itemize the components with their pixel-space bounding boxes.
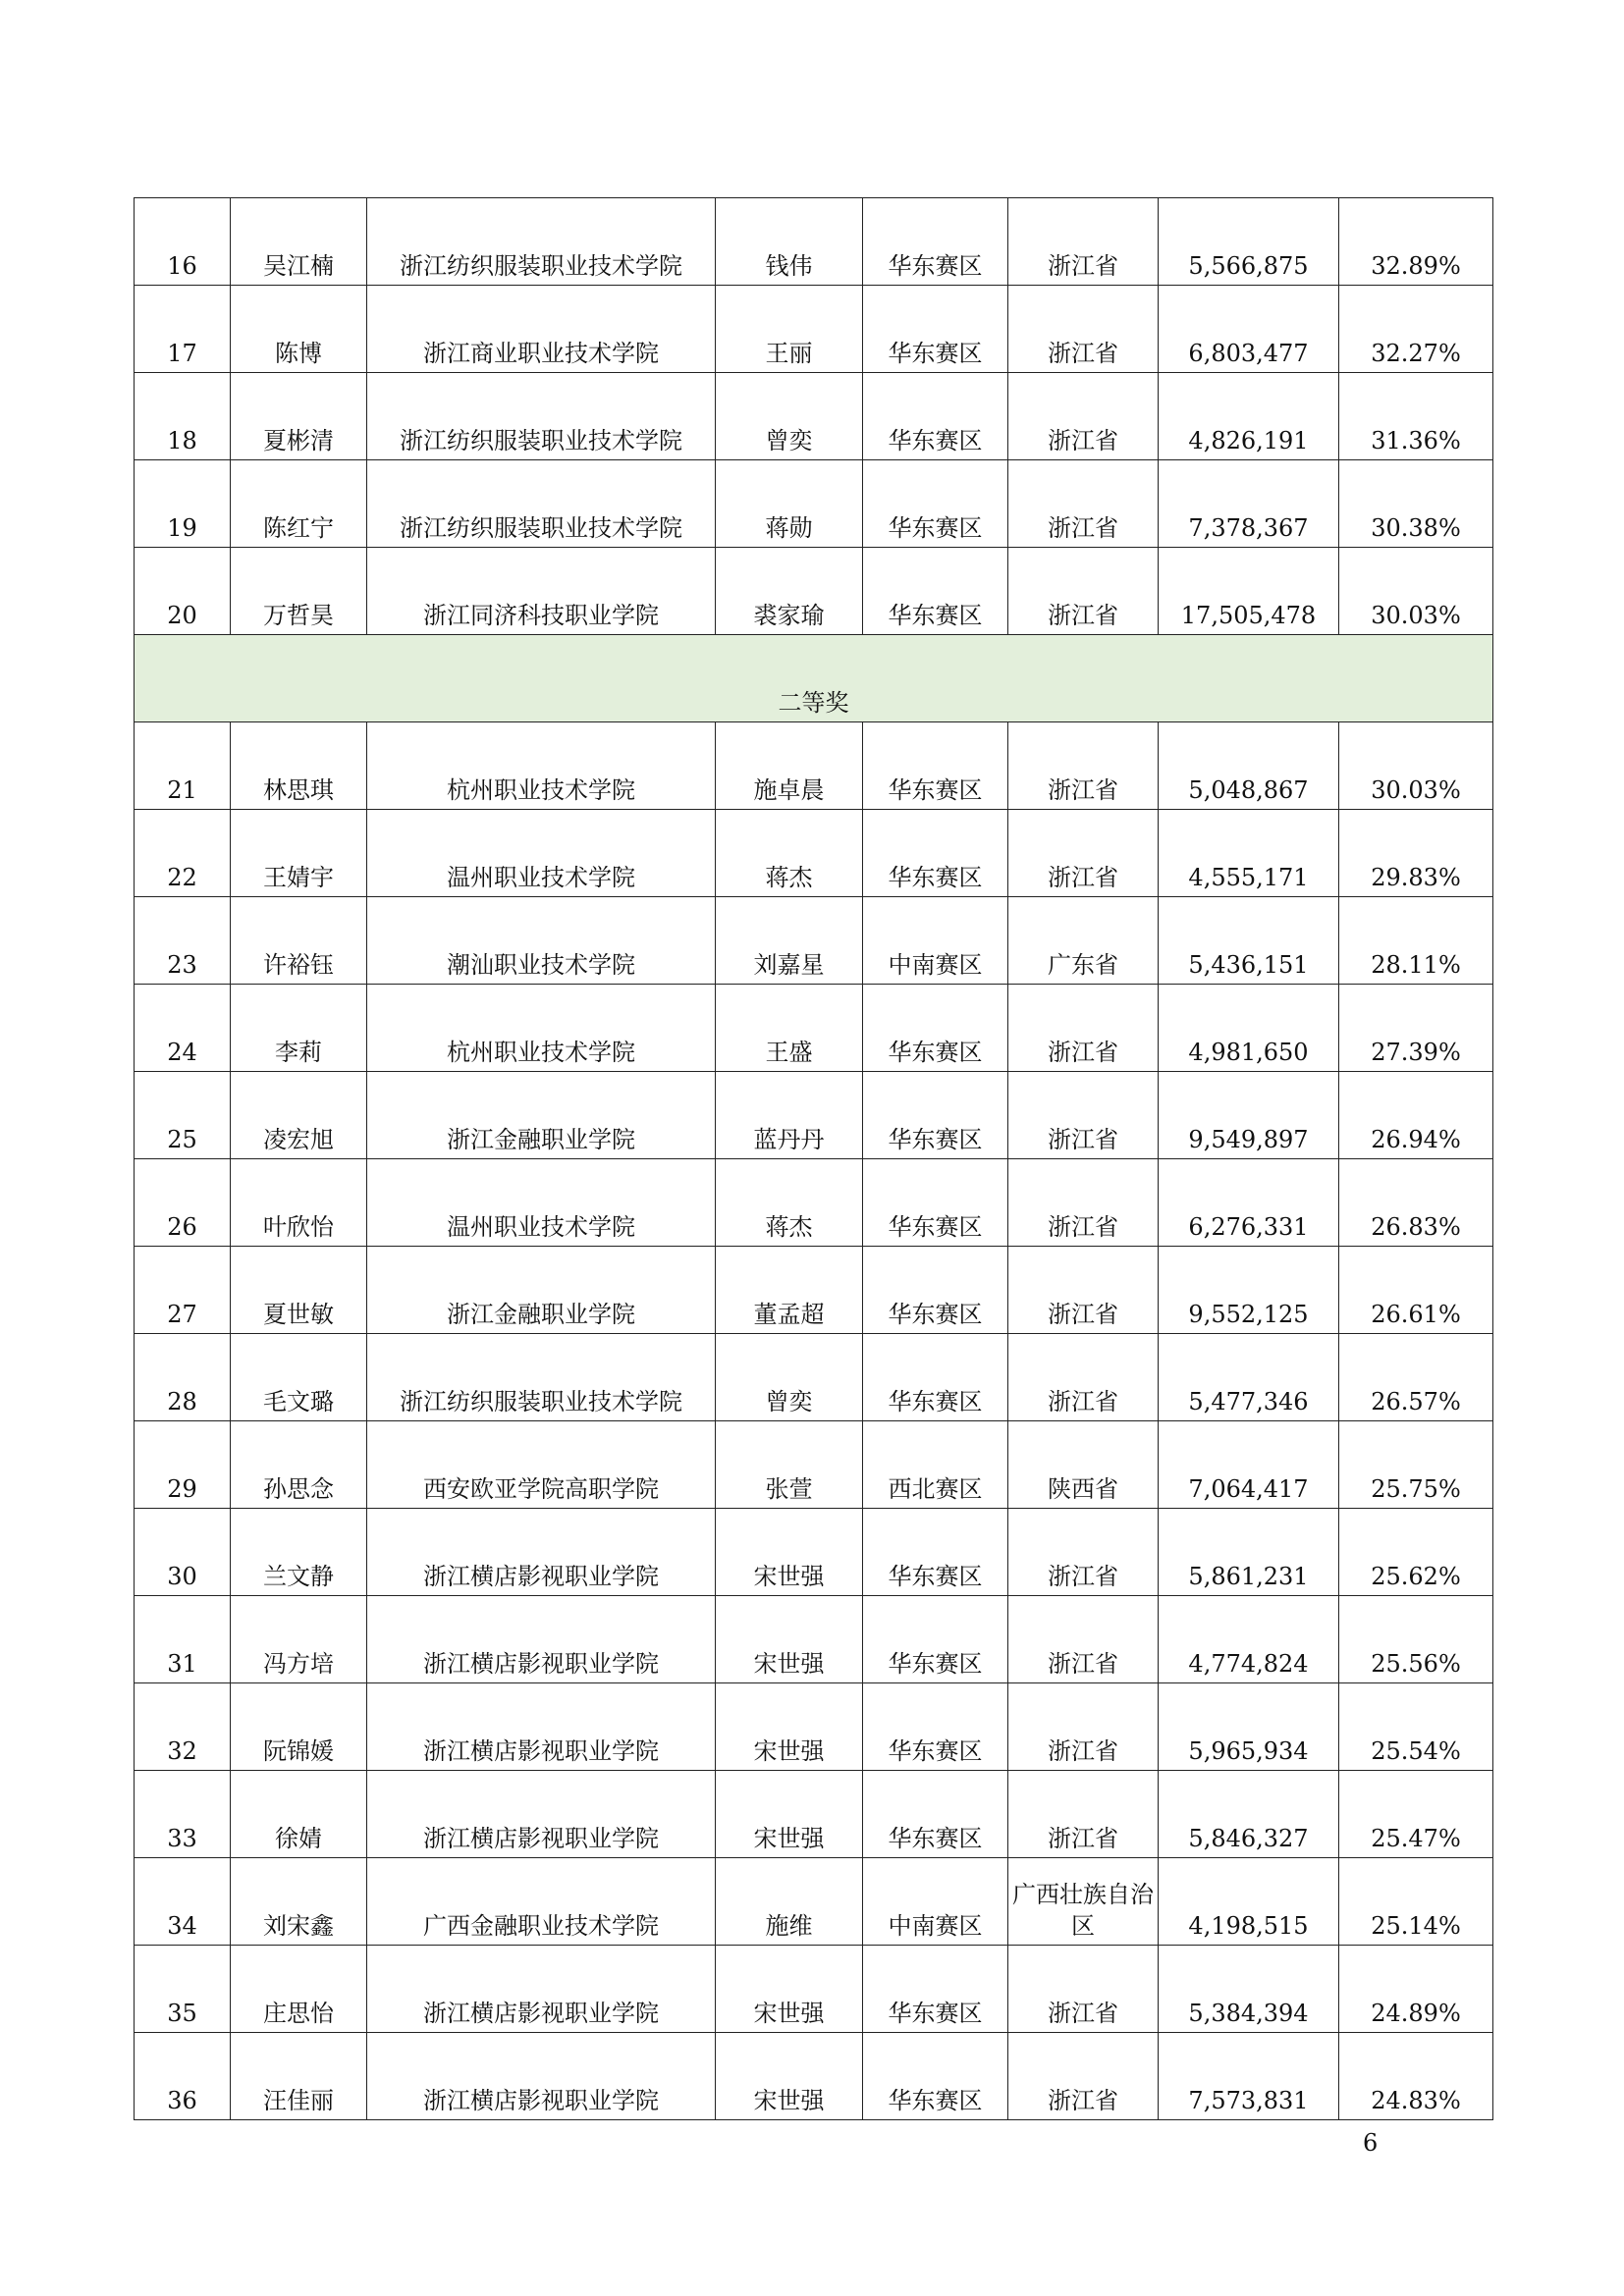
table-row [135, 1072, 1493, 1159]
cell-region: 华东赛区 [863, 810, 1008, 897]
cell-rank: 27 [135, 1247, 231, 1334]
cell-amount: 9,549,897 [1159, 1072, 1339, 1159]
table-row [135, 548, 1493, 635]
cell-rank: 35 [135, 1946, 231, 2033]
cell-rank: 20 [135, 548, 231, 635]
cell-school: 浙江横店影视职业学院 [367, 2033, 716, 2120]
cell-region: 华东赛区 [863, 548, 1008, 635]
cell-school: 浙江横店影视职业学院 [367, 1946, 716, 2033]
cell-province: 浙江省 [1008, 286, 1159, 373]
cell-region: 华东赛区 [863, 1683, 1008, 1771]
cell-teacher: 蒋勋 [716, 460, 863, 548]
cell-name: 陈博 [231, 286, 367, 373]
table-row [135, 1247, 1493, 1334]
section-header-label: 二等奖 [135, 635, 1493, 722]
cell-teacher: 蒋杰 [716, 1159, 863, 1247]
cell-teacher: 宋世强 [716, 1683, 863, 1771]
cell-school: 浙江纺织服装职业技术学院 [367, 198, 716, 286]
cell-school: 浙江横店影视职业学院 [367, 1771, 716, 1858]
cell-school: 浙江横店影视职业学院 [367, 1596, 716, 1683]
cell-rate: 25.75% [1339, 1421, 1493, 1509]
cell-province: 浙江省 [1008, 1683, 1159, 1771]
table-row [135, 198, 1493, 286]
cell-name: 阮锦媛 [231, 1683, 367, 1771]
cell-rank: 16 [135, 198, 231, 286]
cell-teacher: 王丽 [716, 286, 863, 373]
cell-rate: 27.39% [1339, 985, 1493, 1072]
cell-province: 浙江省 [1008, 548, 1159, 635]
cell-rank: 23 [135, 897, 231, 985]
cell-school: 浙江纺织服装职业技术学院 [367, 373, 716, 460]
table-row [135, 1421, 1493, 1509]
cell-amount: 6,276,331 [1159, 1159, 1339, 1247]
cell-rate: 26.61% [1339, 1247, 1493, 1334]
page-number: 6 [1363, 2129, 1379, 2157]
cell-name: 王婧宇 [231, 810, 367, 897]
table-row [135, 1509, 1493, 1596]
table-row [135, 1334, 1493, 1421]
cell-rank: 21 [135, 722, 231, 810]
cell-name: 夏世敏 [231, 1247, 367, 1334]
table-row [135, 2033, 1493, 2120]
cell-rank: 24 [135, 985, 231, 1072]
section-header-row [135, 635, 1493, 722]
cell-rate: 24.89% [1339, 1946, 1493, 2033]
cell-rate: 31.36% [1339, 373, 1493, 460]
cell-name: 吴江楠 [231, 198, 367, 286]
cell-rank: 30 [135, 1509, 231, 1596]
cell-rank: 25 [135, 1072, 231, 1159]
cell-region: 华东赛区 [863, 1072, 1008, 1159]
cell-province: 浙江省 [1008, 198, 1159, 286]
cell-province: 浙江省 [1008, 1072, 1159, 1159]
cell-amount: 6,803,477 [1159, 286, 1339, 373]
cell-name: 冯方培 [231, 1596, 367, 1683]
cell-rate: 25.47% [1339, 1771, 1493, 1858]
cell-region: 华东赛区 [863, 2033, 1008, 2120]
cell-name: 许裕钰 [231, 897, 367, 985]
cell-rate: 30.03% [1339, 548, 1493, 635]
cell-amount: 7,064,417 [1159, 1421, 1339, 1509]
cell-name: 凌宏旭 [231, 1072, 367, 1159]
cell-province: 浙江省 [1008, 985, 1159, 1072]
cell-school: 浙江横店影视职业学院 [367, 1509, 716, 1596]
cell-rate: 32.27% [1339, 286, 1493, 373]
cell-school: 潮汕职业技术学院 [367, 897, 716, 985]
cell-province: 广东省 [1008, 897, 1159, 985]
cell-school: 杭州职业技术学院 [367, 722, 716, 810]
cell-region: 华东赛区 [863, 373, 1008, 460]
cell-school: 温州职业技术学院 [367, 1159, 716, 1247]
cell-region: 西北赛区 [863, 1421, 1008, 1509]
cell-school: 浙江横店影视职业学院 [367, 1683, 716, 1771]
cell-teacher: 王盛 [716, 985, 863, 1072]
cell-school: 浙江金融职业学院 [367, 1072, 716, 1159]
cell-teacher: 宋世强 [716, 1946, 863, 2033]
cell-teacher: 宋世强 [716, 2033, 863, 2120]
cell-rate: 24.83% [1339, 2033, 1493, 2120]
cell-amount: 5,846,327 [1159, 1771, 1339, 1858]
cell-province: 浙江省 [1008, 1334, 1159, 1421]
cell-rank: 32 [135, 1683, 231, 1771]
table-row [135, 1683, 1493, 1771]
cell-rank: 19 [135, 460, 231, 548]
table-row [135, 722, 1493, 810]
cell-region: 中南赛区 [863, 1858, 1008, 1946]
cell-region: 华东赛区 [863, 1946, 1008, 2033]
cell-teacher: 蒋杰 [716, 810, 863, 897]
cell-rate: 25.14% [1339, 1858, 1493, 1946]
table-row [135, 897, 1493, 985]
cell-teacher: 刘嘉星 [716, 897, 863, 985]
table-row [135, 460, 1493, 548]
cell-rank: 18 [135, 373, 231, 460]
cell-region: 华东赛区 [863, 985, 1008, 1072]
cell-teacher: 钱伟 [716, 198, 863, 286]
cell-province: 浙江省 [1008, 1247, 1159, 1334]
cell-name: 毛文璐 [231, 1334, 367, 1421]
cell-rank: 31 [135, 1596, 231, 1683]
cell-rate: 25.54% [1339, 1683, 1493, 1771]
cell-region: 华东赛区 [863, 1596, 1008, 1683]
cell-amount: 4,555,171 [1159, 810, 1339, 897]
cell-name: 夏彬清 [231, 373, 367, 460]
cell-school: 西安欧亚学院高职学院 [367, 1421, 716, 1509]
cell-region: 华东赛区 [863, 1771, 1008, 1858]
cell-teacher: 董孟超 [716, 1247, 863, 1334]
cell-region: 华东赛区 [863, 198, 1008, 286]
cell-teacher: 宋世强 [716, 1771, 863, 1858]
cell-province: 浙江省 [1008, 460, 1159, 548]
table-row [135, 810, 1493, 897]
cell-amount: 5,861,231 [1159, 1509, 1339, 1596]
cell-teacher: 宋世强 [716, 1509, 863, 1596]
results-table [134, 197, 1493, 2120]
cell-school: 浙江纺织服装职业技术学院 [367, 460, 716, 548]
cell-region: 中南赛区 [863, 897, 1008, 985]
cell-school: 温州职业技术学院 [367, 810, 716, 897]
table-row [135, 1858, 1493, 1946]
cell-amount: 9,552,125 [1159, 1247, 1339, 1334]
cell-name: 陈红宁 [231, 460, 367, 548]
cell-name: 林思琪 [231, 722, 367, 810]
cell-rank: 36 [135, 2033, 231, 2120]
cell-name: 刘宋鑫 [231, 1858, 367, 1946]
cell-region: 华东赛区 [863, 722, 1008, 810]
cell-province: 浙江省 [1008, 722, 1159, 810]
cell-amount: 17,505,478 [1159, 548, 1339, 635]
table-row [135, 1596, 1493, 1683]
cell-amount: 5,436,151 [1159, 897, 1339, 985]
cell-rank: 34 [135, 1858, 231, 1946]
cell-rate: 25.56% [1339, 1596, 1493, 1683]
cell-school: 浙江金融职业学院 [367, 1247, 716, 1334]
cell-province: 浙江省 [1008, 2033, 1159, 2120]
cell-region: 华东赛区 [863, 286, 1008, 373]
cell-amount: 5,566,875 [1159, 198, 1339, 286]
cell-name: 兰文静 [231, 1509, 367, 1596]
cell-teacher: 曾奕 [716, 373, 863, 460]
cell-rank: 17 [135, 286, 231, 373]
cell-amount: 7,573,831 [1159, 2033, 1339, 2120]
cell-province: 广西壮族自治区 [1008, 1858, 1159, 1946]
cell-rate: 26.83% [1339, 1159, 1493, 1247]
cell-teacher: 曾奕 [716, 1334, 863, 1421]
cell-name: 叶欣怡 [231, 1159, 367, 1247]
cell-rank: 28 [135, 1334, 231, 1421]
cell-rank: 29 [135, 1421, 231, 1509]
cell-amount: 5,048,867 [1159, 722, 1339, 810]
cell-amount: 4,981,650 [1159, 985, 1339, 1072]
cell-province: 浙江省 [1008, 1159, 1159, 1247]
cell-rate: 25.62% [1339, 1509, 1493, 1596]
cell-teacher: 施卓晨 [716, 722, 863, 810]
cell-name: 庄思怡 [231, 1946, 367, 2033]
table-row [135, 985, 1493, 1072]
cell-rate: 30.03% [1339, 722, 1493, 810]
cell-amount: 7,378,367 [1159, 460, 1339, 548]
table-row [135, 1946, 1493, 2033]
cell-amount: 4,774,824 [1159, 1596, 1339, 1683]
cell-region: 华东赛区 [863, 1247, 1008, 1334]
cell-rate: 26.94% [1339, 1072, 1493, 1159]
cell-rate: 26.57% [1339, 1334, 1493, 1421]
cell-province: 浙江省 [1008, 1946, 1159, 2033]
cell-rank: 33 [135, 1771, 231, 1858]
cell-school: 浙江纺织服装职业技术学院 [367, 1334, 716, 1421]
cell-province: 浙江省 [1008, 1596, 1159, 1683]
cell-amount: 4,826,191 [1159, 373, 1339, 460]
cell-rank: 26 [135, 1159, 231, 1247]
cell-name: 孙思念 [231, 1421, 367, 1509]
cell-province: 浙江省 [1008, 810, 1159, 897]
cell-school: 广西金融职业技术学院 [367, 1858, 716, 1946]
cell-province: 浙江省 [1008, 373, 1159, 460]
table-row [135, 373, 1493, 460]
cell-region: 华东赛区 [863, 1159, 1008, 1247]
cell-amount: 5,384,394 [1159, 1946, 1339, 2033]
cell-province: 浙江省 [1008, 1509, 1159, 1596]
cell-teacher: 蓝丹丹 [716, 1072, 863, 1159]
cell-rate: 30.38% [1339, 460, 1493, 548]
cell-teacher: 裘家瑜 [716, 548, 863, 635]
cell-amount: 4,198,515 [1159, 1858, 1339, 1946]
cell-rate: 28.11% [1339, 897, 1493, 985]
cell-rank: 22 [135, 810, 231, 897]
cell-school: 浙江商业职业技术学院 [367, 286, 716, 373]
results-table-body [135, 198, 1493, 2120]
cell-province: 浙江省 [1008, 1771, 1159, 1858]
cell-amount: 5,477,346 [1159, 1334, 1339, 1421]
cell-teacher: 施维 [716, 1858, 863, 1946]
cell-region: 华东赛区 [863, 1509, 1008, 1596]
cell-province: 陕西省 [1008, 1421, 1159, 1509]
table-row [135, 1771, 1493, 1858]
cell-name: 汪佳丽 [231, 2033, 367, 2120]
cell-school: 浙江同济科技职业学院 [367, 548, 716, 635]
cell-name: 徐婧 [231, 1771, 367, 1858]
cell-rate: 29.83% [1339, 810, 1493, 897]
cell-name: 李莉 [231, 985, 367, 1072]
table-row [135, 286, 1493, 373]
cell-teacher: 张萱 [716, 1421, 863, 1509]
cell-school: 杭州职业技术学院 [367, 985, 716, 1072]
cell-region: 华东赛区 [863, 1334, 1008, 1421]
cell-teacher: 宋世强 [716, 1596, 863, 1683]
cell-name: 万哲昊 [231, 548, 367, 635]
cell-amount: 5,965,934 [1159, 1683, 1339, 1771]
table-row [135, 1159, 1493, 1247]
cell-rate: 32.89% [1339, 198, 1493, 286]
cell-region: 华东赛区 [863, 460, 1008, 548]
